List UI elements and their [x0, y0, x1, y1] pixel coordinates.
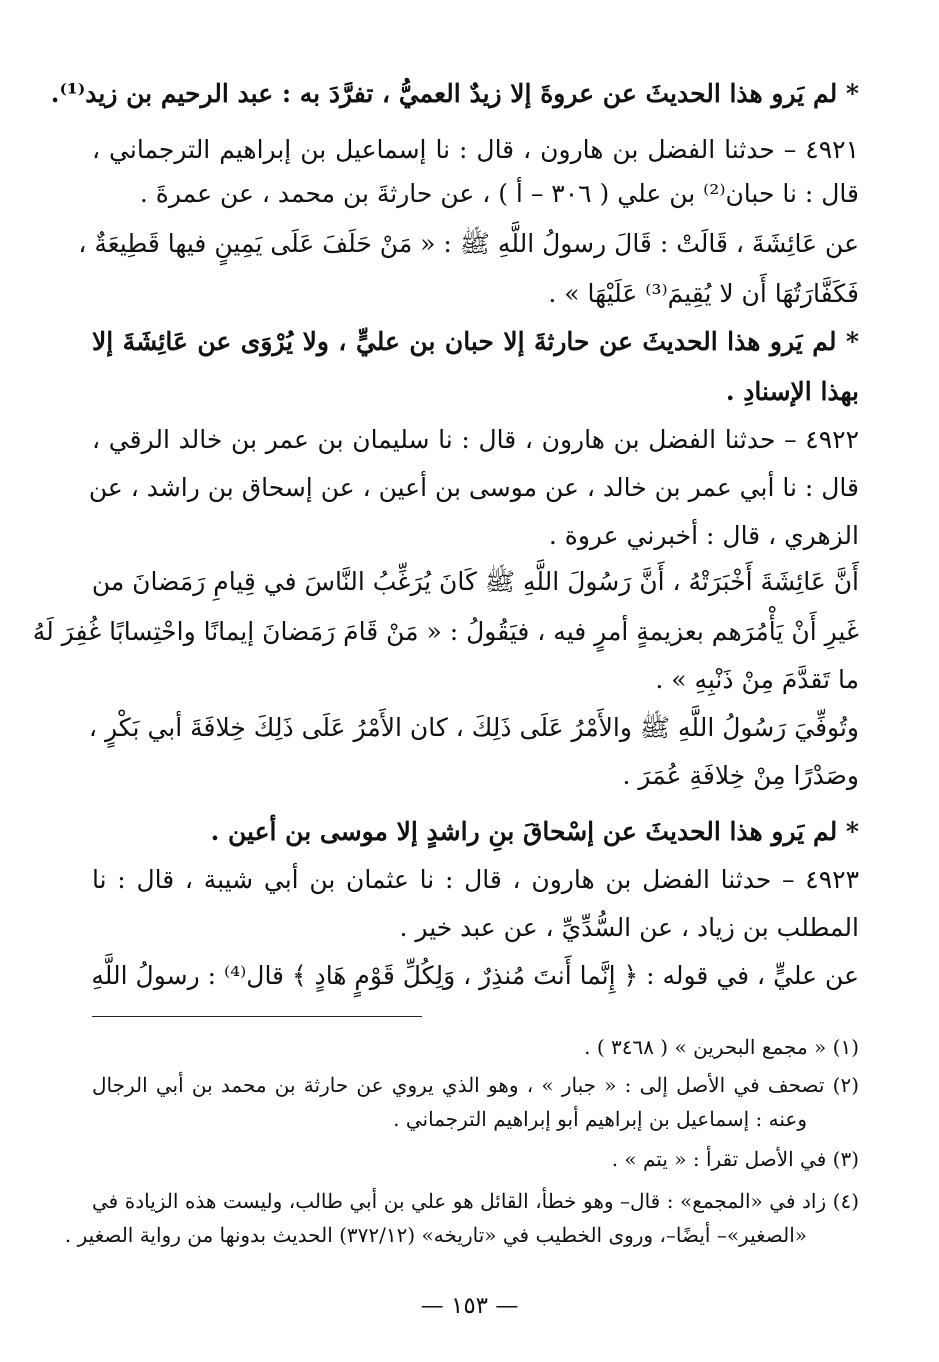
text-line-15: وصَدْرًا مِنْ خِلافَةِ عُمَرَ . [622, 761, 859, 790]
text-line-1: * لم يَرو هذا الحديثَ عن عروةَ إلا زيدٌ العميُّ ، تفرَّدَ به : عبد الرحيم بن زيد⁽¹⁾. [50, 79, 859, 108]
text-line-3: قال : نا حبان⁽²⁾ بن علي ( ٣٠٦ – أ ) ، عن حارثةَ بن محمد ، عن عمرةَ . [139, 179, 859, 208]
text-line-5: فَكَفَّارَتُهَا أَن لا يُقِيمَ⁽³⁾ عَلَيْهَا » . [548, 279, 859, 308]
text-line-12: غَيرِ أَنْ يَأْمُرَهم بعزيمةٍ أمرٍ فيه ، فيَقُولُ : « مَنْ قَامَ رَمَضانَ إيمانًا واحْتِسابًا غُفِرَ لَهُ [32, 617, 859, 646]
footnote-divider [92, 1016, 422, 1017]
text-line-8: ٤٩٢٢ – حدثنا الفضل بن هارون ، قال : نا سليمان بن عمر بن خالد الرقي ، [92, 425, 859, 454]
text-line-10: الزهري ، قال : أخبرني عروة . [548, 521, 859, 550]
footnote-2: (٢) تصحف في الأصل إلى : « جبار » ، وهو الذي يروي عن حارثة بن محمد بن أبي الرجال [92, 1073, 859, 1097]
footnote-4-continued: «الصغير»– أيضًا–، وروى الخطيب في «تاريخه» (٣٧٢/١٢) الحديث بدونها من رواية الصغير . [64, 1223, 807, 1247]
text-line-4: عن عَائِشَةَ ، قَالَتْ : قَالَ رسولُ اللَّهِ ﷺ : « مَنْ حَلَفَ عَلَى يَمِينٍ فيها قَطِيعَةٌ ، [78, 229, 859, 258]
text-line-7: بهذا الإسنادِ . [725, 377, 859, 406]
footnote-3: (٣) في الأصل تقرأ : « يتم » . [611, 1147, 859, 1171]
page-number: — ١٥٣ — [420, 1293, 519, 1319]
footnote-2-continued: وعنه : إسماعيل بن إبراهيم أبو إبراهيم الترجماني . [393, 1107, 807, 1131]
text-line-2: ٤٩٢١ – حدثنا الفضل بن هارون ، قال : نا إسماعيل بن إبراهيم الترجماني ، [92, 135, 859, 164]
footnote-4: (٤) زاد في «المجمع» : قال– وهو خطأ، القائل هو علي بن أبي طالب، وليست هذه الزيادة في [92, 1189, 859, 1213]
text-line-16: * لم يَرو هذا الحديثَ عن إسْحاقَ بنِ راشدٍ إلا موسى بن أعين . [210, 817, 859, 846]
text-line-6: * لم يَرو هذا الحديثَ عن حارثةَ إلا حبان بن عليٍّ ، ولا يُرْوَى عن عَائِشَةَ إلا [92, 327, 859, 356]
text-line-11: أَنَّ عَائِشَةَ أَخْبَرَتْهُ ، أَنَّ رَسُولَ اللَّهِ ﷺ كَانَ يُرَغِّبُ النَّاسَ في قِيامِ رَمَضانَ من [91, 567, 859, 596]
text-line-18: المطلب بن زياد ، عن السُّدِّيِّ ، عن عبد خير . [399, 913, 859, 942]
text-line-19: عن عليٍّ ، في قوله : ﴿ إِنَّما أَنتَ مُنذِرٌ ، وَلِكُلِّ قَوْمٍ هَادٍ ﴾ قال⁽⁴⁾ : رسولُ اللَّهِ [91, 961, 859, 990]
footnote-1: (١) « مجمع البحرين » ( ٣٤٦٨ ) . [584, 1035, 859, 1059]
text-line-9: قال : نا أبي عمر بن خالد ، عن موسى بن أعين ، عن إسحاق بن راشد ، عن [88, 473, 859, 502]
text-line-14: وتُوفِّيَ رَسُولُ اللَّهِ ﷺ والأَمْرُ عَلَى ذَلِكَ ، كان الأَمْرُ عَلَى ذَلِكَ خِلافَةَ أبي بَكْرٍ ، [88, 713, 859, 742]
text-line-17: ٤٩٢٣ – حدثنا الفضل بن هارون ، قال : نا عثمان بن أبي شيبة ، قال : نا [92, 865, 859, 894]
text-line-13: ما تَقدَّمَ مِنْ ذَنْبِهِ » . [655, 665, 859, 694]
